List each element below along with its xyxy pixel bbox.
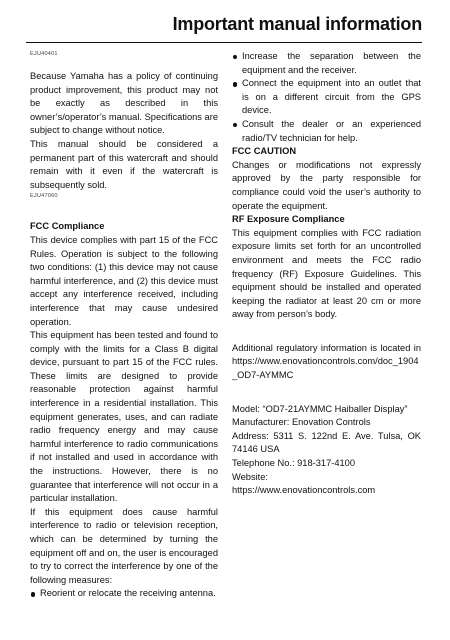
permanent-part-paragraph: This manual should be considered a permanent part of this watercraft and should remain with it even if the watercraft is subsequently sold. xyxy=(30,138,218,190)
page-header xyxy=(26,14,422,43)
bullet-icon xyxy=(233,82,237,86)
class-b-paragraph: This equipment has been tested and found to comply with the limits for a Class B digital device, pursuant to part 15 of the FCC rules. These limits are designed to provide reasonable protection against harmful interference in a residential installation. This equipment generates, uses, and can radiate radio frequency energy and may cause harmful interference to radio communications if not installed and used in accordance with the instructions. However, there is no guarantee that interference will not occur in a particular installation. xyxy=(30,330,218,504)
list-item: Increase the separation between the equipment and the receiver. xyxy=(232,50,421,77)
list-item: Connect the equipment into an outlet that is on a different circuit from the GPS device. xyxy=(232,77,421,118)
fcc-caution-heading: FCC CAUTION xyxy=(232,146,297,157)
rf-exposure-paragraph: This equipment complies with FCC radiation exposure limits set forth for an uncontrolled environment and meets the FCC radio frequency (RF) Exposure Guidelines. This equipment should be installed and operated keeping the radiator at least 20 cm or more away from person’s body. xyxy=(232,227,421,320)
product-improvement-paragraph: Because Yamaha has a policy of continuing product improvement, this product may not be exactly as described in this owner’s/operator’s manual. Specifications are subject to change without notice. xyxy=(30,71,218,136)
telephone-line: Telephone No.: 918-317-4100 xyxy=(232,458,356,469)
right-column xyxy=(232,50,421,498)
bullet-icon xyxy=(31,592,35,596)
fcc-caution-paragraph: Changes or modifications not expressly approved by the party responsible for compliance could void the user’s authority to operate the equipment. xyxy=(232,159,421,211)
model-line: Model: “OD7-21AYMMC Haiballer Display” xyxy=(232,403,408,414)
list-item: Consult the dealer or an experienced radio/TV technician for help. xyxy=(232,118,421,145)
additional-info-paragraph: Additional regulatory information is located in https://www.enovationcontrols.com/doc_1904_OD7-AYMMC xyxy=(232,342,421,381)
rf-exposure-heading: RF Exposure Compliance xyxy=(232,214,345,225)
list-item: Reorient or relocate the receiving antenna. xyxy=(30,587,218,601)
website-label: Website: xyxy=(232,471,268,482)
manufacturer-line: Manufacturer: Enovation Controls xyxy=(232,417,371,428)
fcc-rules-paragraph: This device complies with part 15 of the FCC Rules. Operation is subject to the following two conditions: (1) this device may not cause harmful interference, and (2) this device must accept any interference received, including interference that may cause undesired operation. xyxy=(30,234,218,327)
page-title: Important manual information xyxy=(172,14,422,34)
bullet-icon xyxy=(233,123,237,127)
section-code: EJU40401 xyxy=(30,51,58,57)
bullet-icon xyxy=(233,55,237,59)
measures-list-continued xyxy=(232,50,421,145)
interference-paragraph: If this equipment does cause harmful interference to radio or television reception, which can be determined by turning the equipment off and on, the user is encouraged to try to correct the interference by one of the following measures: xyxy=(30,506,218,585)
measures-list xyxy=(30,587,218,601)
section-code: EJU47060 xyxy=(30,193,58,200)
left-column xyxy=(30,50,218,601)
website-url: https://www.enovationcontrols.com xyxy=(232,485,376,496)
fcc-compliance-heading: FCC Compliance xyxy=(30,221,105,232)
address-line: Address: 5311 S. 122nd E. Ave. Tulsa, OK 74146 USA xyxy=(232,430,421,455)
